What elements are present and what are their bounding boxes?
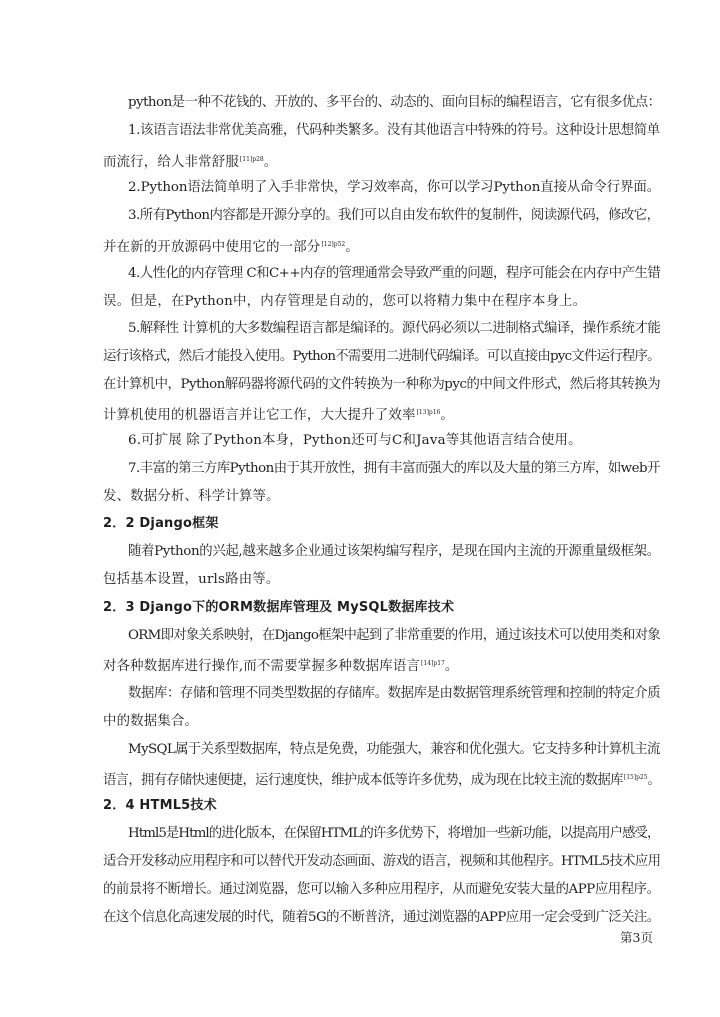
paragraph-line [128, 432, 582, 450]
line-text: 适合开发移动应用程序和可以替代开发动态画面、游戏的语言，视频和其他程序。HTML5技术应用 [103, 854, 661, 869]
line-text: 包括基本设置，urls路由等。 [103, 572, 280, 587]
line-text: 发、数据分析、科学计算等。 [103, 489, 280, 504]
paragraph-line [128, 825, 660, 843]
paragraph-line [103, 348, 660, 366]
paragraph-line [103, 909, 660, 927]
line-text: 1.该语言语法非常优美高雅，代码种类繁多。没有其他语言中特殊的符号。这种设计思想简单 [128, 123, 660, 138]
paragraph-line [128, 460, 660, 478]
paragraph-line [103, 236, 359, 257]
paragraph-line [103, 769, 660, 790]
paragraph-line [128, 741, 660, 759]
line-text: 随着Python的兴起,越来越多企业通过该架构编写程序，是现在国内主流的开源重量级框架。 [128, 544, 660, 559]
paragraph-line [103, 488, 280, 506]
line-text: 并在新的开放源码中使用它的一部分 [103, 240, 321, 255]
line-text: 6.可扩展 除了Python本身，Python还可与C和Java等其他语言结合使用。 [128, 433, 582, 448]
paragraph-line [103, 404, 454, 425]
citation: [15]p25 [623, 774, 648, 781]
line-text: 计算机使用的机器语言并让它工作，大大提升了效率 [103, 408, 416, 423]
paragraph-line [128, 122, 660, 140]
line-text: 运行该格式，然后才能投入使用。Python不需要用二进制代码编译。可以直接由pyc文件运行程序。 [103, 349, 660, 364]
citation: [13]p16 [416, 409, 441, 416]
page-number: 第3页 [620, 930, 653, 945]
section-heading [103, 599, 454, 617]
line-text: 的前景将不断增长。通过浏览器，您可以输入多种应用程序，从而避免安装大量的APP应用程序。 [103, 882, 660, 897]
line-text: 在计算机中，Python解码器将源代码的文件转换为一种称为pyc的中间文件形式，然后将其转换为 [103, 377, 661, 392]
line-text: 中的数据集合。 [103, 714, 199, 729]
line-text: Html5是Html的进化版本，在保留HTML的许多优势下，将增加一些新功能，以提高用户感受， [128, 826, 660, 841]
paragraph-line [103, 293, 586, 311]
heading-text: 2．3 Django下的ORM数据库管理及 MySQL数据库技术 [103, 600, 455, 615]
paragraph-line [128, 685, 660, 703]
paragraph-line [128, 179, 660, 197]
heading-text: 2．2 Django框架 [103, 516, 219, 531]
paragraph-line [103, 713, 198, 731]
paragraph-line [128, 627, 660, 645]
citation: [14]p17 [421, 660, 445, 667]
line-tail: 。 [345, 240, 359, 255]
line-text: 7.丰富的第三方库Python由于其开放性，拥有丰富而强大的库以及大量的第三方库，如web开 [128, 461, 660, 476]
line-text: 数据库：存储和管理不同类型数据的存储库。数据库是由数据管理系统管理和控制的特定介质 [128, 686, 661, 701]
line-text: 在这个信息化高速发展的时代，随着5G的不断普济，通过浏览器的APP应用一定会受到广泛关注。 [103, 910, 660, 925]
paragraph-line [128, 320, 660, 338]
line-text: 而流行，给人非常舒服 [103, 155, 239, 170]
paragraph-line [103, 881, 660, 899]
section-heading [103, 515, 219, 533]
section-heading [103, 797, 217, 815]
paragraph-line [103, 151, 277, 172]
line-text: python是一种不花钱的、开放的、多平台的、动态的、面向目标的编程语言，它有很多优点： [128, 95, 661, 110]
paragraph-line [103, 376, 660, 394]
paragraph-line [128, 207, 660, 225]
line-text: 对各种数据库进行操作,而不需要掌握多种数据库语言 [103, 659, 421, 674]
line-text: 2.Python语法简单明了入手非常快，学习效率高，你可以学习Python直接从命令行界面。 [128, 180, 661, 195]
paragraph-line [128, 543, 660, 561]
paragraph-line [103, 853, 660, 871]
paragraph-line [103, 655, 458, 676]
paragraph-line [128, 94, 660, 112]
paragraph-line [103, 571, 279, 589]
heading-text: 2．4 HTML5技术 [103, 798, 217, 813]
citation: [12]p52 [321, 241, 346, 248]
line-tail: 。 [444, 659, 459, 674]
line-tail: 。 [440, 408, 454, 423]
line-text: 4.人性化的内存管理 C和C++内存的管理通常会导致严重的问题，程序可能会在内存中产生错 [128, 266, 661, 281]
line-text: 3.所有Python内容都是开源分享的。我们可以自由发布软件的复制件，阅读源代码，修改它， [128, 208, 660, 223]
line-text: 5.解释性 计算机的大多数编程语言都是编译的。源代码必须以二进制格式编译，操作系统才能 [128, 321, 661, 336]
line-text: ORM即对象关系映射，在Django框架中起到了非常重要的作用，通过该技术可以使用类和对象 [128, 628, 660, 643]
line-text: 语言，拥有存储快速便捷，运行速度快，维护成本低等许多优势，成为现在比较主流的数据库 [103, 773, 623, 788]
line-text: MySQL属于关系型数据库，特点是免费，功能强大，兼容和优化强大。它支持多种计算机主流 [128, 742, 660, 757]
line-tail: 。 [647, 773, 661, 788]
line-tail: 。 [263, 155, 278, 170]
citation: [11]p28 [239, 156, 264, 163]
paragraph-line [128, 265, 660, 283]
line-text: 误。但是，在Python中，内存管理是自动的，您可以将精力集中在程序本身上。 [103, 294, 587, 309]
